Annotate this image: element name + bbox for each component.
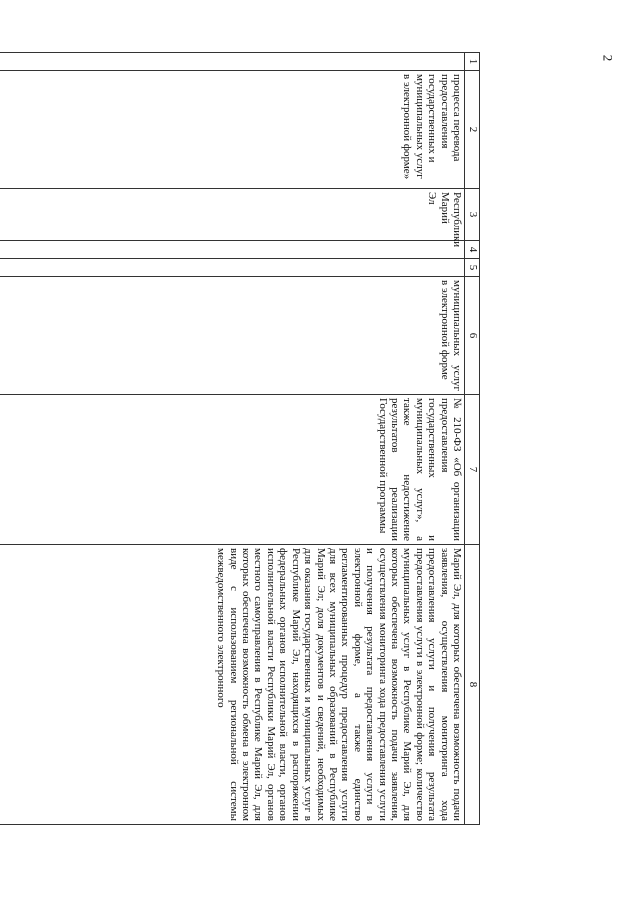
cell-7: № 210-ФЗ «Об организации предоставления государственных и муниципальных услуг», а также недостижение результатов реализации Государственной программы [0,395,465,545]
col-header-2: 2 [465,71,480,189]
col-header-7: 7 [465,395,480,545]
col-header-1: 1 [465,53,480,71]
rotated-table-sheet [0,52,480,824]
col-header-8: 8 [465,545,480,825]
cell-6: муниципальных услуг в электронной форме [0,277,465,395]
cell-4 [0,241,465,259]
col-header-6: 6 [465,277,480,395]
cell-3: Республики Марий Эл [0,189,465,241]
col-header-3: 3 [465,189,480,241]
header-row [465,53,480,825]
cell-2: процесса перевода предоставления государственных и муниципальных услуг в электронной форме» [0,71,465,189]
col-header-4: 4 [465,241,480,259]
program-table [0,52,480,825]
table-row [0,53,465,825]
col-header-5: 5 [465,259,480,277]
cell-1 [0,53,465,71]
page-number: 2 [599,54,615,62]
cell-5 [0,259,465,277]
cell-8: Марий Эл, для которых обеспечена возможность подачи заявления, осуществления мониторинга хода предоставления услуги и получения результата предоставления услуги в электронной форме; количество муниципальных услуг в Республике Марий Эл, для которых обеспечена возможность подачи заявления, осуществления мониторинга хода предоставления услуги и получения результата предоставления услуги в электронной форме, а также единство регламентированных процедур предоставления услуги для всех муниципальных образований в Республике Марий Эл; доля документов и сведений, необходимых для оказания государственных и муниципальных услуг в Республике Марий Эл, находящихся в распоряжении федеральных органов исполнительной власти, органов исполнительной власти Республики Марий Эл, органов местного самоуправления в Республике Марий Эл, для которых обеспечена возможность обмена в электронном виде с использованием региональной системы межведомственного электронного [0,545,465,825]
